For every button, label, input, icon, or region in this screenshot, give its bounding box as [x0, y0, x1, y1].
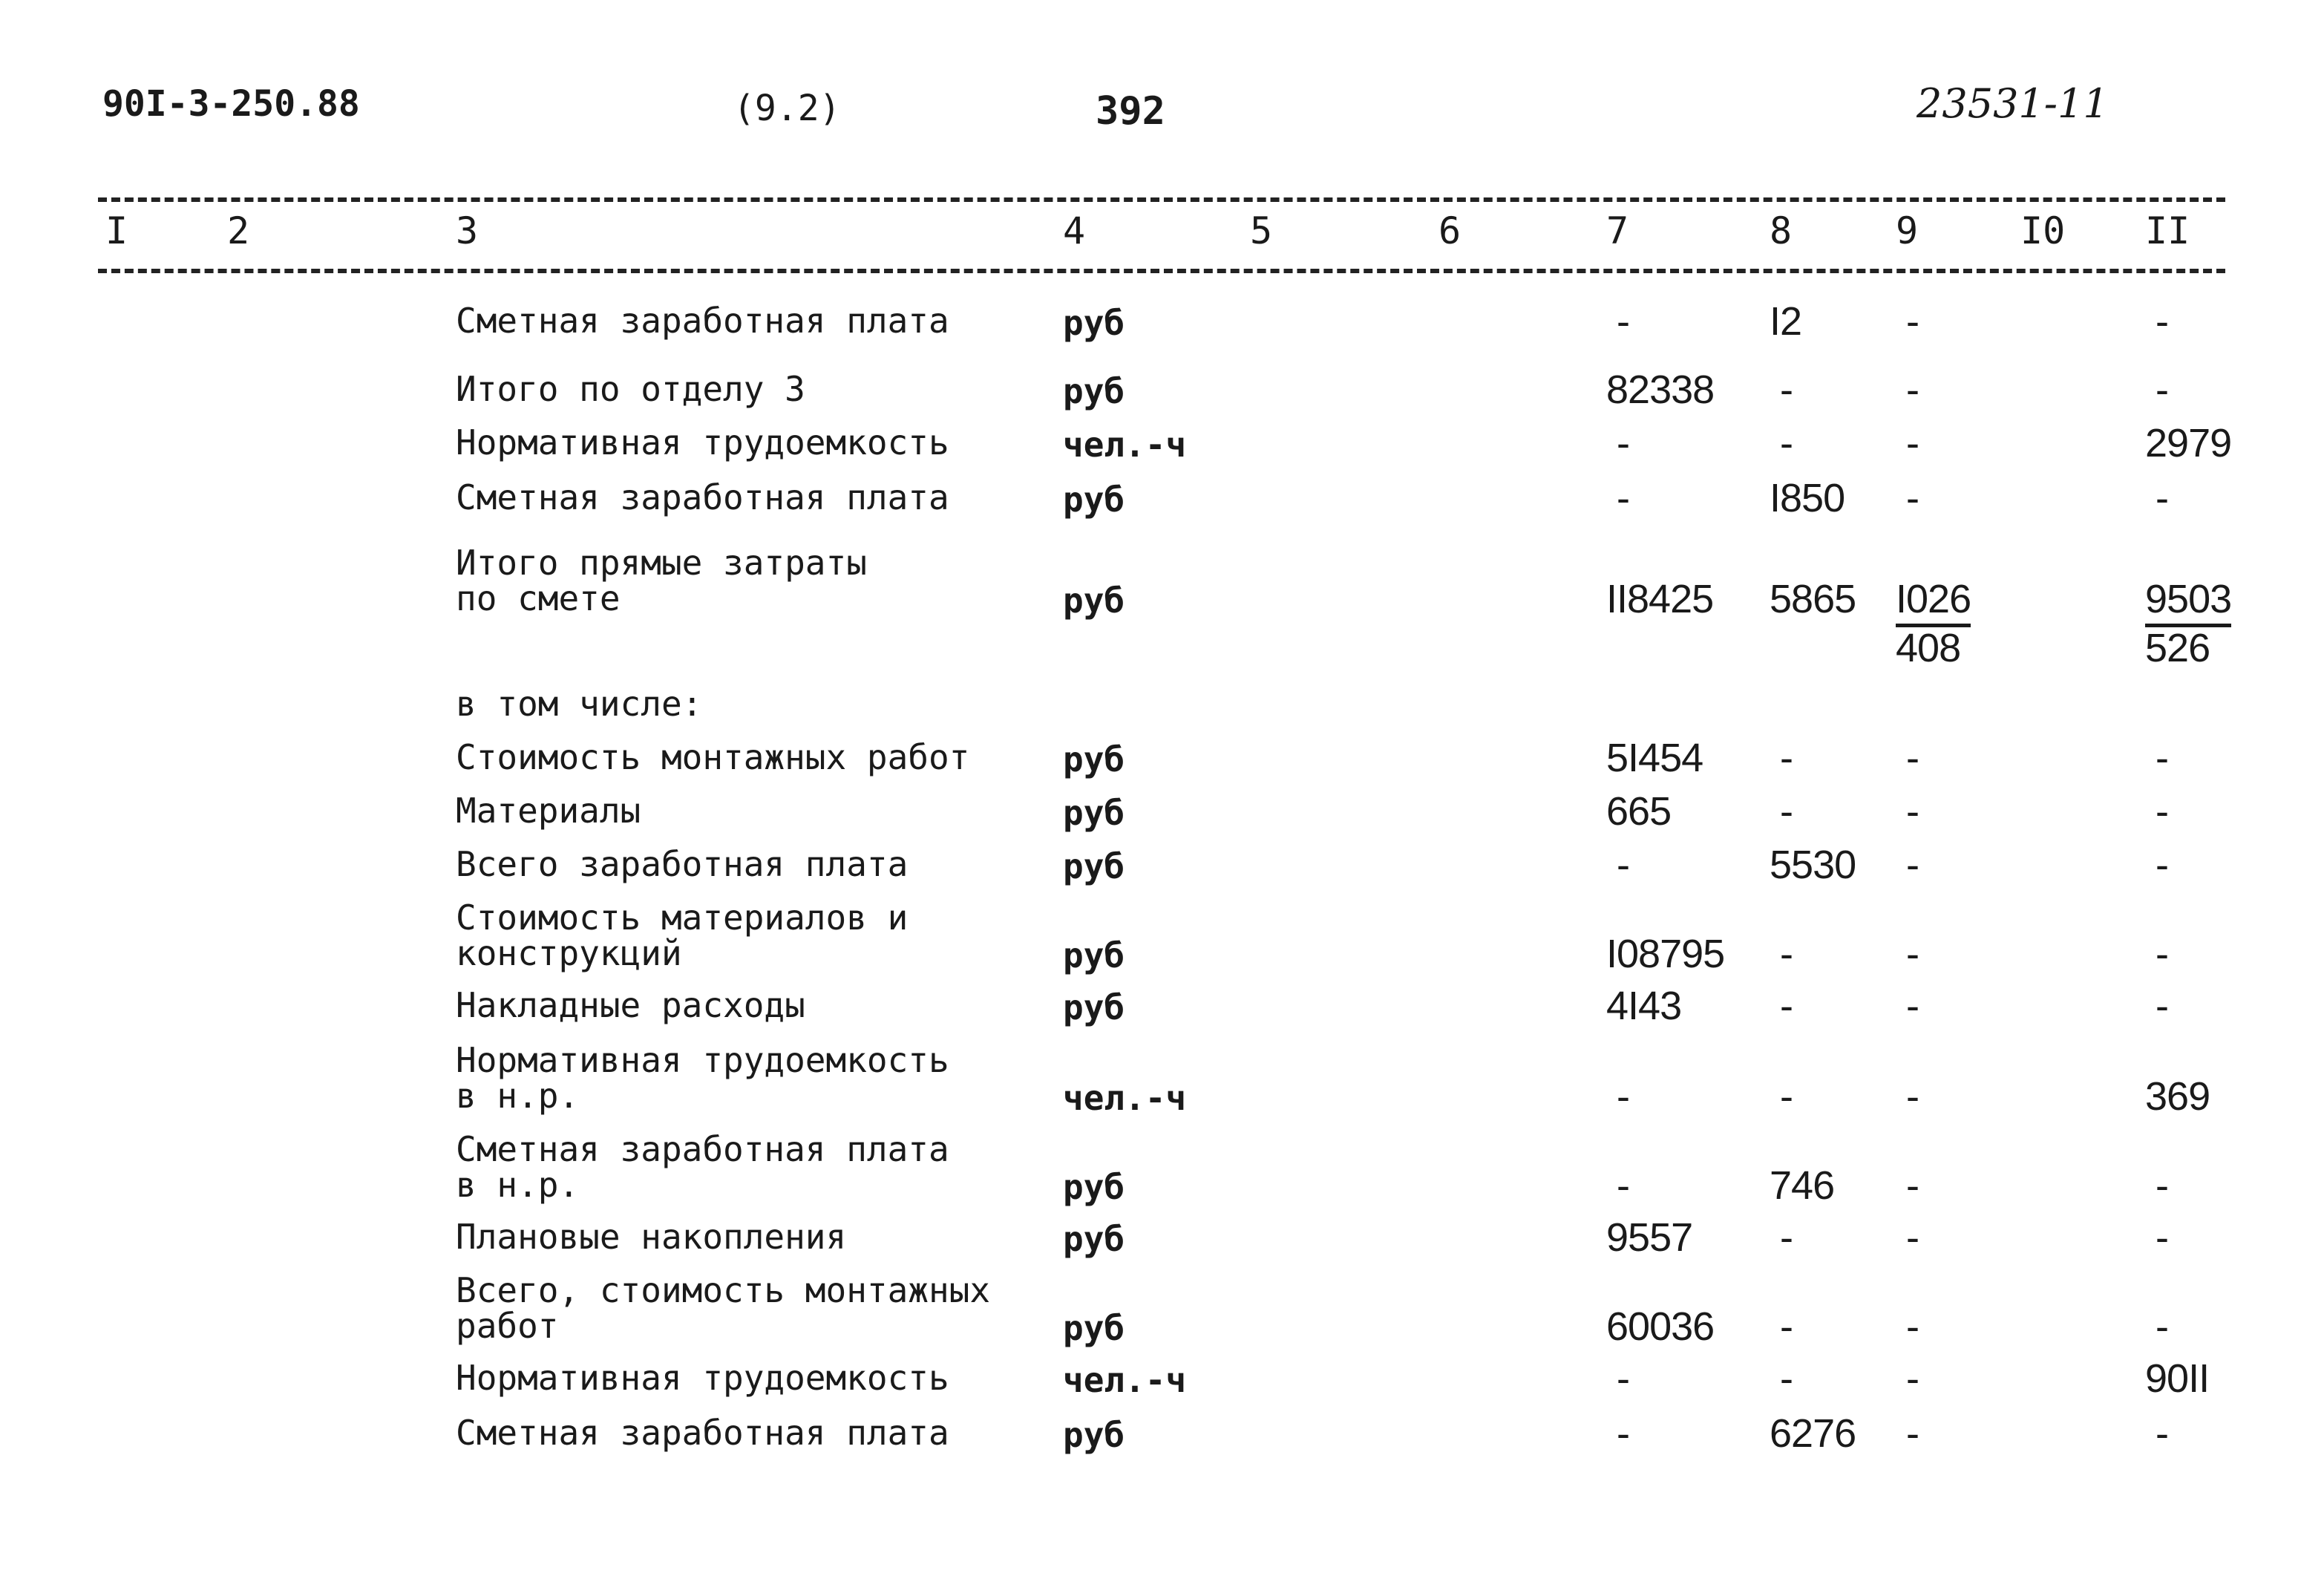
row-description: Материалы	[456, 791, 641, 831]
row-description: Нормативная трудоемкость в н.р.	[456, 1040, 949, 1116]
cell-col-7: -	[1617, 843, 1629, 887]
row-unit: руб	[1063, 987, 1125, 1027]
row-description: Сметная заработная плата в н.р.	[456, 1129, 949, 1205]
cell-col-11-denominator: 526	[2145, 626, 2210, 670]
cell-col-11: -	[2156, 299, 2168, 344]
row-unit: чел.-ч	[1063, 1078, 1187, 1118]
column-number: 6	[1438, 209, 1461, 252]
page-number: 392	[1096, 89, 1165, 134]
cell-col-11: -	[2156, 1163, 2168, 1208]
row-description: Плановые накопления	[456, 1217, 847, 1257]
row-unit: руб	[1063, 1308, 1125, 1348]
cell-col-7: II8425	[1606, 577, 1714, 621]
cell-col-7: 60036	[1606, 1304, 1715, 1349]
cell-col-9: -	[1906, 421, 1919, 465]
cell-col-11: -	[2156, 843, 2168, 887]
row-description: Итого по отделу 3	[456, 369, 805, 409]
column-number: 3	[456, 209, 479, 252]
column-number: I0	[2020, 209, 2066, 252]
column-number: II	[2145, 209, 2190, 252]
cell-col-11: -	[2156, 1411, 2168, 1456]
cell-col-7: 9557	[1606, 1215, 1693, 1260]
row-description: Всего заработная плата	[456, 844, 909, 884]
cell-col-8: -	[1780, 932, 1793, 976]
cell-col-8: -	[1780, 789, 1793, 834]
column-number: I	[105, 209, 128, 252]
row-unit: чел.-ч	[1063, 425, 1187, 465]
column-number: 7	[1606, 209, 1629, 252]
cell-col-9: -	[1906, 1356, 1919, 1401]
cell-col-8: I850	[1770, 476, 1845, 520]
cell-col-8: -	[1780, 367, 1793, 412]
row-description: в том числе:	[456, 684, 703, 724]
cell-col-7: 665	[1606, 789, 1672, 834]
cell-col-11: -	[2156, 789, 2168, 834]
cell-col-9: -	[1906, 843, 1919, 887]
document-code: 90I-3-250.88	[102, 83, 360, 125]
row-unit: руб	[1063, 581, 1125, 621]
cell-col-11: -	[2156, 984, 2168, 1028]
row-description: Накладные расходы	[456, 985, 805, 1025]
row-unit: руб	[1063, 1415, 1125, 1455]
column-number: 8	[1770, 209, 1793, 252]
cell-col-11: 9503	[2145, 576, 2231, 627]
row-unit: руб	[1063, 371, 1125, 411]
row-description: Сметная заработная плата	[456, 301, 949, 341]
cell-col-7: -	[1617, 1163, 1629, 1208]
cell-col-7: -	[1617, 421, 1629, 465]
cell-col-11: -	[2156, 476, 2168, 520]
cell-col-8: I2	[1770, 299, 1802, 344]
cell-col-7: -	[1617, 1074, 1629, 1119]
cell-col-9: I026	[1896, 576, 1971, 627]
cell-col-8: -	[1780, 1356, 1793, 1401]
row-unit: руб	[1063, 739, 1125, 779]
cell-col-7: -	[1617, 1356, 1629, 1401]
cell-col-8: -	[1780, 984, 1793, 1028]
cell-col-8: -	[1780, 1215, 1793, 1260]
header-rule	[98, 269, 2225, 273]
cell-col-8: -	[1780, 1304, 1793, 1349]
cell-col-9: -	[1906, 1074, 1919, 1119]
column-number: 2	[227, 209, 250, 252]
row-description: Нормативная трудоемкость	[456, 1358, 949, 1398]
row-unit: руб	[1063, 846, 1125, 886]
cell-col-9: -	[1906, 1411, 1919, 1456]
row-description: Стоимость материалов и конструкций	[456, 898, 909, 973]
cell-col-8: -	[1780, 736, 1793, 780]
cell-col-9: -	[1906, 1163, 1919, 1208]
cell-col-7: -	[1617, 1411, 1629, 1456]
cell-col-11: -	[2156, 1215, 2168, 1260]
row-description: Стоимость монтажных работ	[456, 737, 970, 777]
cell-col-9: -	[1906, 789, 1919, 834]
cell-col-11: 2979	[2145, 421, 2232, 465]
cell-col-9: -	[1906, 932, 1919, 976]
column-number: 5	[1250, 209, 1273, 252]
cell-col-11: -	[2156, 932, 2168, 976]
cell-col-11: 369	[2145, 1074, 2210, 1119]
section-number: (9.2)	[733, 88, 841, 129]
row-unit: руб	[1063, 303, 1125, 343]
cell-col-11: -	[2156, 1304, 2168, 1349]
row-unit: чел.-ч	[1063, 1360, 1187, 1400]
cell-col-9: -	[1906, 984, 1919, 1028]
cell-col-8: -	[1780, 1074, 1793, 1119]
row-unit: руб	[1063, 935, 1125, 975]
cell-col-7: I08795	[1606, 932, 1725, 976]
column-number: 9	[1896, 209, 1919, 252]
cell-col-9: -	[1906, 476, 1919, 520]
cell-col-7: -	[1617, 476, 1629, 520]
cell-col-9: -	[1906, 299, 1919, 344]
row-unit: руб	[1063, 1167, 1125, 1207]
cell-col-8: 746	[1770, 1163, 1835, 1208]
column-number: 4	[1063, 209, 1086, 252]
cell-col-8: -	[1780, 421, 1793, 465]
row-description: Нормативная трудоемкость	[456, 422, 949, 462]
cell-col-11: -	[2156, 367, 2168, 412]
cell-col-8: 5865	[1770, 577, 1856, 621]
cell-col-9: -	[1906, 1215, 1919, 1260]
cell-col-7: 82338	[1606, 367, 1715, 412]
cell-col-8: 5530	[1770, 843, 1856, 887]
cell-col-8: 6276	[1770, 1411, 1856, 1456]
row-description: Сметная заработная плата	[456, 477, 949, 517]
cell-col-9: -	[1906, 1304, 1919, 1349]
row-description: Сметная заработная плата	[456, 1413, 949, 1453]
row-description: Всего, стоимость монтажных работ	[456, 1270, 991, 1346]
cell-col-7: 5I454	[1606, 736, 1703, 780]
cell-col-11: 90II	[2145, 1356, 2210, 1401]
top-rule	[98, 197, 2225, 202]
row-unit: руб	[1063, 480, 1125, 520]
cell-col-7: 4I43	[1606, 984, 1682, 1028]
cell-col-9: -	[1906, 736, 1919, 780]
cell-col-9-denominator: 408	[1896, 626, 1961, 670]
cell-col-7: -	[1617, 299, 1629, 344]
row-description: Итого прямые затраты по смете	[456, 543, 867, 618]
row-unit: руб	[1063, 793, 1125, 833]
cell-col-9: -	[1906, 367, 1919, 412]
handwritten-stamp-number: 23531-11	[1917, 80, 2109, 127]
row-unit: руб	[1063, 1219, 1125, 1259]
cell-col-11: -	[2156, 736, 2168, 780]
